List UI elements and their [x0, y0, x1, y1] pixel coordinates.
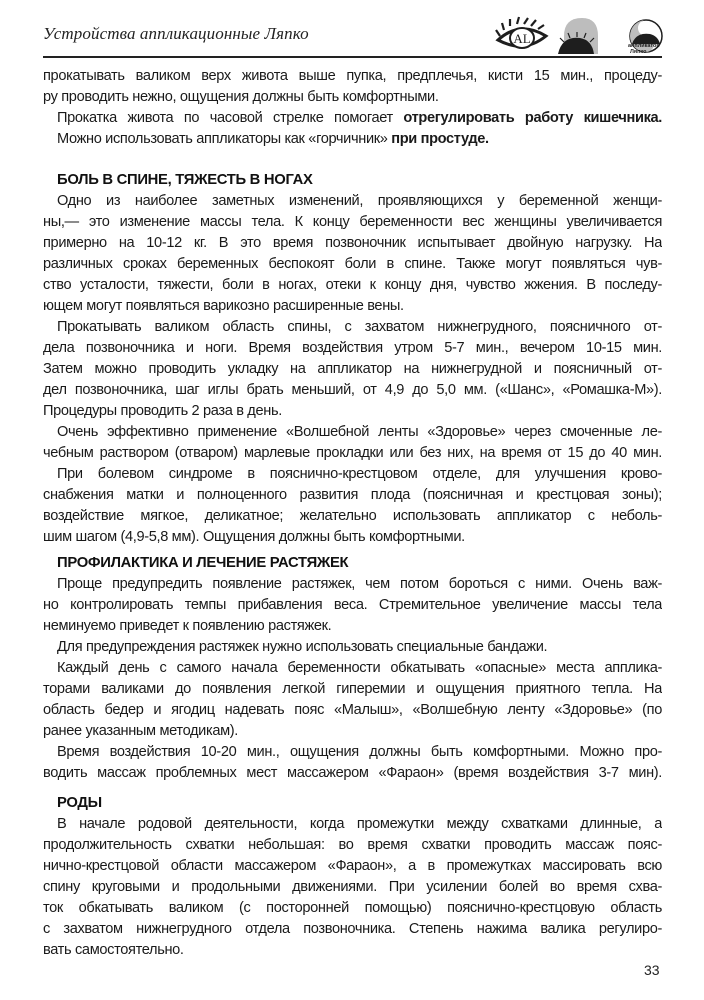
text-line: различных сроках беременных беспокоят боли в спине. Также могут появляться чув-	[43, 256, 662, 272]
paragraph	[43, 742, 662, 784]
section-back-pain	[43, 169, 662, 548]
paragraph	[43, 422, 662, 464]
svg-text:аппликатор: аппликатор	[628, 43, 660, 49]
header-rule	[43, 56, 662, 58]
text-line: торами валиками до появления легкой гиперемии и ощущения приятного тепла. На	[43, 681, 662, 697]
text-line: но контролировать темпы прибавления веса. Стремительное увеличение массы тела	[43, 597, 662, 613]
text-line: ство усталости, тяжести, боли в ногах, отеки к концу дня, чувство жжения. В последу-	[43, 277, 662, 293]
text-line: нично-крестцовой области массажером «Фараон», а в промежутках массировать всю	[43, 858, 662, 874]
text-line: Проще предупредить появление растяжек, чем потом бороться с ними. Очень важ-	[57, 576, 662, 592]
running-head-title: Устройства аппликационные Ляпко	[43, 24, 309, 43]
text-line: примерно на 10-12 кг. В это время позвоночник испытывает двойную нагрузку. На	[43, 235, 662, 251]
paragraph	[43, 574, 662, 637]
text-line: воздействие мягкое, деликатное; желательно использовать аппликатор с неболь-	[43, 508, 662, 524]
al-eye-logo-icon	[496, 17, 546, 48]
section-heading: БОЛЬ В СПИНЕ, ТЯЖЕСТЬ В НОГАХ	[57, 172, 313, 188]
text-line: Затем можно проводить укладку на аппликатор на нижнегрудной и поясничный от-	[43, 361, 662, 377]
text-line: Прокатывать валиком область спины, с захватом нижнегрудного, поясничного от-	[57, 319, 662, 335]
section-heading: РОДЫ	[57, 795, 102, 811]
text-line: продолжительность схватки небольшая: во время схватки проводить массаж пояс-	[43, 837, 662, 853]
text-line: ющем могут появляться варикозно расширенные вены.	[43, 298, 404, 314]
paragraph	[43, 464, 662, 548]
section-heading: ПРОФИЛАКТИКА И ЛЕЧЕНИЕ РАСТЯЖЕК	[57, 555, 349, 571]
paragraph	[43, 658, 662, 742]
text-line: Процедуры проводить 2 раза в день.	[43, 403, 282, 419]
text-line: При болевом синдроме в пояснично-крестцовом отделе, для улучшения крово-	[57, 466, 662, 482]
text-line: вать самостоятельно.	[43, 942, 184, 958]
text-line: водить массаж проблемных мест массажером «Фараон» (время воздействия 3-7 мин).	[43, 765, 662, 781]
paragraph-cold	[43, 129, 662, 150]
text-line: Время воздействия 10-20 мин., ощущения должны быть комфортными. Можно про-	[57, 744, 662, 760]
page-number: 33	[644, 962, 660, 978]
text-line: Одно из наиболее заметных изменений, проявляющихся у беременной женщи-	[57, 193, 662, 209]
header-logos	[494, 14, 664, 56]
text-line: снабжения матки и полноценного развития плода (поясничная и крестцовая зоны);	[43, 487, 662, 503]
section-stretch-marks	[43, 552, 662, 784]
paragraph	[43, 814, 662, 961]
text-span: Можно использовать аппликаторы как «горчичник»	[57, 131, 392, 147]
intro-block	[43, 66, 662, 150]
text-line: В начале родовой деятельности, когда промежутки между схватками длинные, а	[57, 816, 662, 832]
text-line: чебным раствором (отваром) марлевые прокладки или без них, на время от 15 до 40 мин.	[43, 445, 662, 461]
text-line: дела позвоночника и ноги. Время воздействия утром 5-7 мин., вечером 10-15 мин.	[43, 340, 662, 356]
text-line: Для предупреждения растяжек нужно использовать специальные бандажи.	[57, 639, 548, 655]
text-line: шим шагом (4,9-5,8 мм). Ощущения должны быть комфортными.	[43, 529, 465, 545]
sun-hedgehog-logo-icon	[558, 18, 598, 54]
paragraph	[43, 637, 662, 658]
text-line: дел позвоночника, шаг иглы брать меньший, от 4,9 до 5,0 мм. («Шанс», «Ромашка-М»).	[43, 382, 662, 398]
text-line: неминуемо приведет к появлению растяжек.	[43, 618, 332, 634]
bold-phrase: при простуде.	[391, 131, 489, 147]
text-line: Очень эффективно применение «Волшебной ленты «Здоровье» через смоченные ле-	[57, 424, 662, 440]
text-line: ранее указанным методикам).	[43, 723, 239, 739]
text-line: ру проводить нежно, ощущения должны быть комфортными.	[43, 89, 439, 105]
bold-phrase: отрегулировать работу кишечника.	[403, 110, 662, 126]
text-line: спину круговыми и продольными движениями. При усилении болей во время схва-	[43, 879, 662, 895]
text-line: с захватом нижнегрудного отдела позвоночника. Степень нажима валика регулиро-	[43, 921, 662, 937]
svg-text:AL: AL	[513, 31, 531, 46]
text-line: ток обкатывать валиком (с посторонней помощью) пояснично-крестцовую область	[43, 900, 662, 916]
text-line: область бедер и ягодиц надевать пояс «Малыш», «Волшебную ленту «Здоровье» (по	[43, 702, 662, 718]
text-line: прокатывать валиком верх живота выше пупка, предплечья, кисти 15 мин., процеду-	[43, 68, 662, 84]
section-childbirth	[43, 792, 662, 961]
text-line: Каждый день с самого начала беременности обкатывать «опасные» места апплика-	[57, 660, 662, 676]
paragraph	[43, 317, 662, 422]
text-line: ны,— это изменение массы тела. К концу беременности вес женщины увеличивается	[43, 214, 662, 230]
applicator-lyapko-logo-icon	[628, 20, 662, 55]
paragraph	[43, 191, 662, 317]
paragraph-intestine	[43, 108, 662, 129]
text-span: Прокатка живота по часовой стрелке помогает	[57, 110, 404, 126]
svg-text:Ляпко: Ляпко	[630, 49, 647, 55]
